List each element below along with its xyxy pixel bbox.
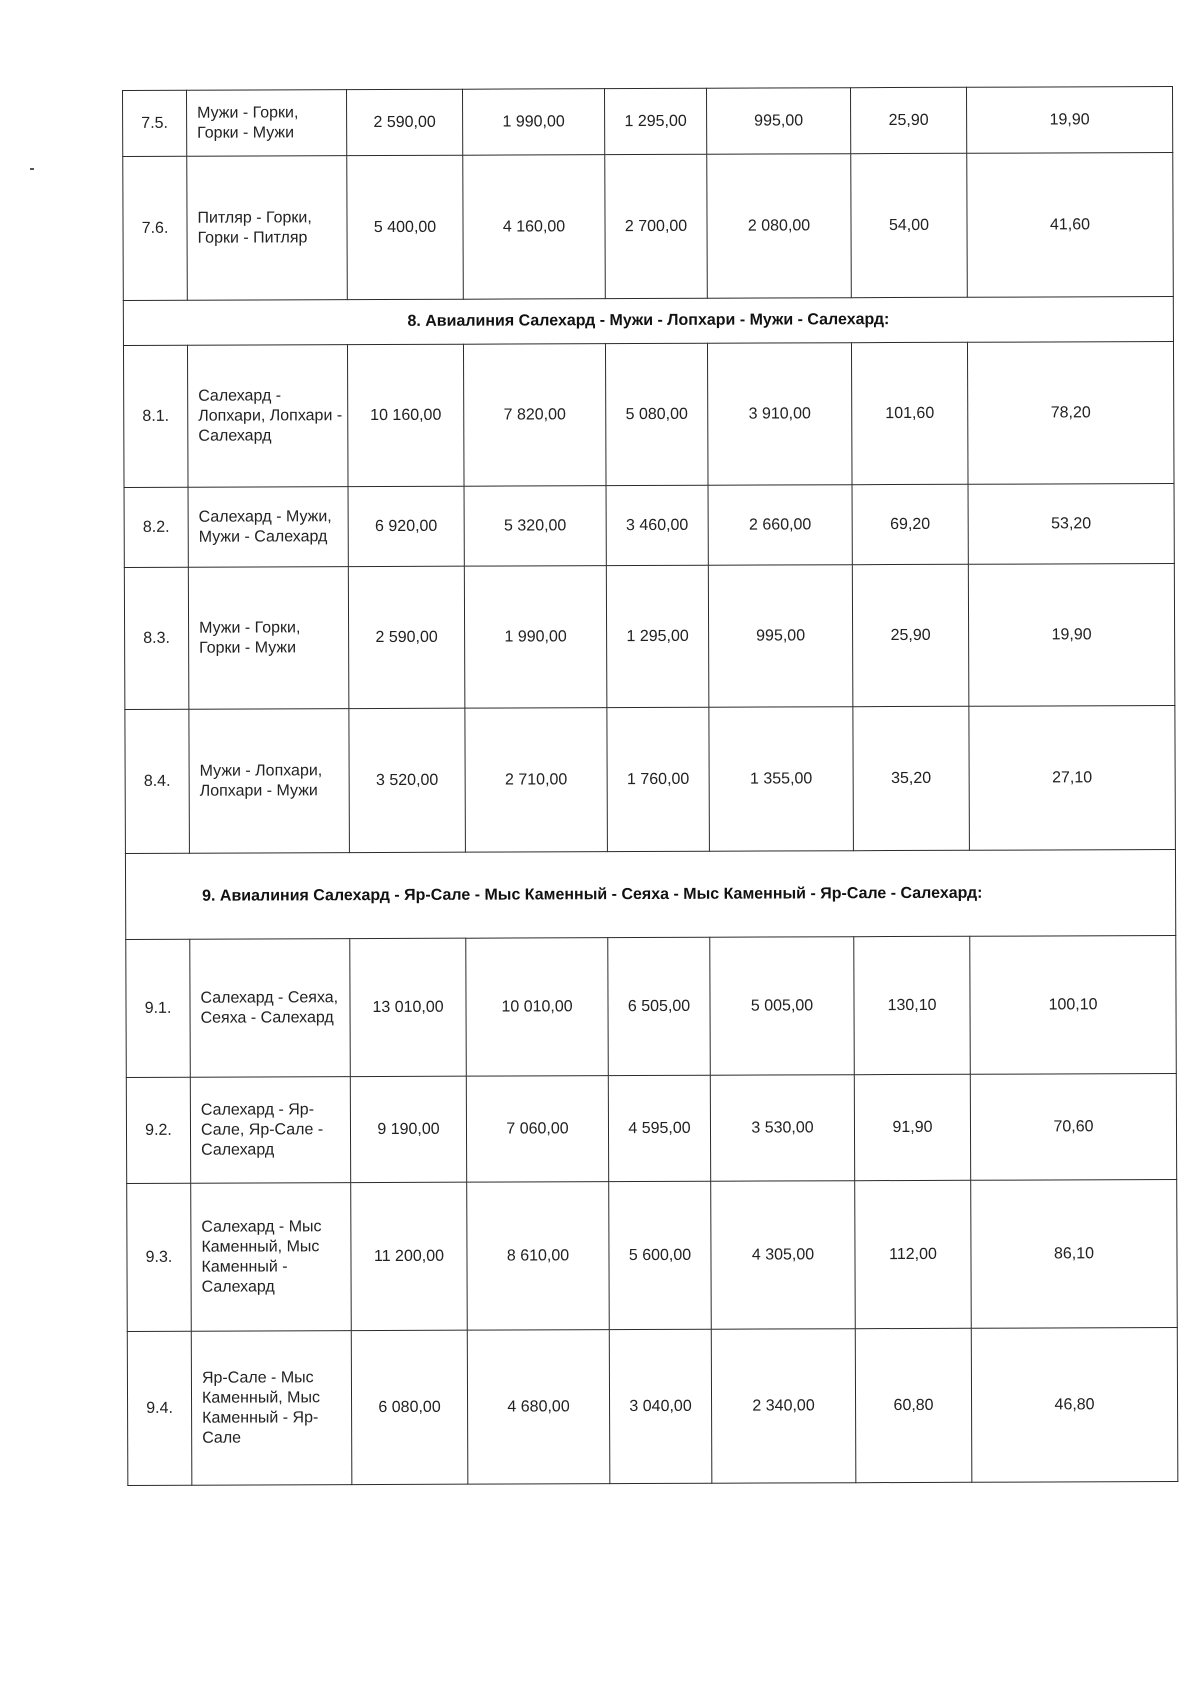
value-cell: 9 190,00 <box>350 1076 466 1182</box>
value-cell: 86,10 <box>971 1179 1178 1328</box>
value-cell: 2 080,00 <box>707 154 852 299</box>
scan-mark <box>30 168 34 170</box>
table-row <box>124 563 1175 709</box>
route-cell: Яр-Сале - Мыс Каменный, Мыс Каменный - Яр-Сале <box>191 1331 352 1486</box>
value-cell: 3 520,00 <box>349 708 466 852</box>
value-cell: 2 590,00 <box>348 566 465 708</box>
row-number: 9.3. <box>127 1183 192 1331</box>
route-cell: Салехард - Яр-Сале, Яр-Сале - Салехард <box>190 1077 350 1184</box>
table-row <box>126 1073 1176 1183</box>
value-cell: 1 355,00 <box>709 707 854 852</box>
value-cell: 6 505,00 <box>608 937 711 1075</box>
section-heading-row <box>125 849 1175 939</box>
route-cell: Мужи - Лопхари, Лопхари - Мужи <box>189 709 350 854</box>
value-cell: 60,80 <box>855 1328 972 1482</box>
value-cell: 7 820,00 <box>463 344 606 487</box>
route-cell: Мужи - Горки, Горки - Мужи <box>187 90 347 157</box>
value-cell: 1 295,00 <box>604 88 706 154</box>
value-cell: 2 590,00 <box>347 89 463 155</box>
row-number: 8.3. <box>124 567 189 709</box>
value-cell: 53,20 <box>968 483 1174 564</box>
value-cell: 112,00 <box>855 1180 972 1328</box>
value-cell: 54,00 <box>851 153 968 297</box>
value-cell: 1 990,00 <box>464 566 607 709</box>
value-cell: 13 010,00 <box>350 938 467 1076</box>
value-cell: 35,20 <box>853 706 970 850</box>
route-cell: Салехард - Мыс Каменный, Мыс Каменный - Салехард <box>191 1183 352 1332</box>
value-cell: 41,60 <box>967 152 1174 297</box>
value-cell: 6 920,00 <box>348 486 464 566</box>
value-cell: 11 200,00 <box>351 1182 468 1330</box>
value-cell: 7 060,00 <box>466 1076 608 1183</box>
table-row <box>126 935 1177 1077</box>
value-cell: 4 680,00 <box>467 1330 610 1485</box>
row-number: 8.2. <box>124 487 188 567</box>
table-row <box>124 483 1174 567</box>
route-cell: Салехард - Лопхари, Лопхари - Салехард <box>187 345 348 488</box>
value-cell: 1 990,00 <box>462 89 604 156</box>
section-heading-row <box>123 296 1173 345</box>
route-cell: Салехард - Мужи, Мужи - Салехард <box>188 487 348 568</box>
section-heading: 8. Авиалиния Салехард - Мужи - Лопхари - Мужи - Салехард: <box>123 296 1173 345</box>
table-row <box>127 1179 1178 1331</box>
value-cell: 130,10 <box>854 936 971 1074</box>
value-cell: 100,10 <box>970 935 1177 1074</box>
value-cell: 19,90 <box>968 563 1175 706</box>
value-cell: 995,00 <box>706 88 850 155</box>
route-cell: Питляр - Горки, Горки - Питляр <box>187 156 348 301</box>
value-cell: 3 910,00 <box>707 343 852 486</box>
value-cell: 25,90 <box>850 87 966 153</box>
route-cell: Мужи - Горки, Горки - Мужи <box>188 567 349 710</box>
route-cell: Салехард - Сеяха, Сеяха - Салехард <box>190 939 351 1078</box>
value-cell: 5 080,00 <box>605 343 708 485</box>
value-cell: 10 160,00 <box>347 344 464 486</box>
value-cell: 3 530,00 <box>710 1075 854 1182</box>
row-number: 9.2. <box>126 1077 190 1183</box>
value-cell: 3 040,00 <box>609 1329 712 1483</box>
value-cell: 8 610,00 <box>467 1182 610 1331</box>
value-cell: 101,60 <box>851 342 968 484</box>
row-number: 8.4. <box>125 709 190 853</box>
value-cell: 70,60 <box>970 1073 1176 1180</box>
value-cell: 5 320,00 <box>464 486 606 567</box>
row-number: 9.4. <box>127 1331 192 1485</box>
value-cell: 5 005,00 <box>710 937 855 1076</box>
value-cell: 27,10 <box>969 705 1176 850</box>
table-row <box>123 341 1174 487</box>
value-cell: 5 600,00 <box>609 1181 712 1329</box>
value-cell: 5 400,00 <box>347 155 464 299</box>
row-number: 7.6. <box>123 156 188 300</box>
value-cell: 69,20 <box>852 484 968 564</box>
value-cell: 2 340,00 <box>711 1329 856 1484</box>
value-cell: 19,90 <box>966 86 1172 153</box>
value-cell: 4 305,00 <box>711 1181 856 1330</box>
value-cell: 25,90 <box>852 564 969 706</box>
table-row <box>127 1327 1178 1485</box>
value-cell: 2 700,00 <box>605 154 708 298</box>
value-cell: 2 660,00 <box>708 485 852 566</box>
value-cell: 91,90 <box>854 1074 970 1180</box>
value-cell: 1 295,00 <box>606 565 709 707</box>
value-cell: 3 460,00 <box>606 485 708 565</box>
value-cell: 78,20 <box>967 341 1174 484</box>
table-row <box>123 152 1174 300</box>
value-cell: 4 595,00 <box>608 1075 710 1181</box>
value-cell: 2 710,00 <box>465 708 608 853</box>
tariff-table <box>122 86 1178 1486</box>
row-number: 8.1. <box>123 345 188 487</box>
value-cell: 46,80 <box>971 1327 1178 1482</box>
table-row <box>123 86 1173 156</box>
row-number: 9.1. <box>126 939 191 1077</box>
value-cell: 6 080,00 <box>351 1330 468 1484</box>
section-heading: 9. Авиалиния Салехард - Яр-Сале - Мыс Каменный - Сеяха - Мыс Каменный - Яр-Сале - Салехард: <box>125 849 1175 939</box>
value-cell: 10 010,00 <box>466 938 609 1077</box>
value-cell: 1 760,00 <box>607 707 710 851</box>
row-number: 7.5. <box>123 90 187 156</box>
value-cell: 4 160,00 <box>463 155 606 300</box>
table-row <box>125 705 1176 853</box>
value-cell: 995,00 <box>708 565 853 708</box>
